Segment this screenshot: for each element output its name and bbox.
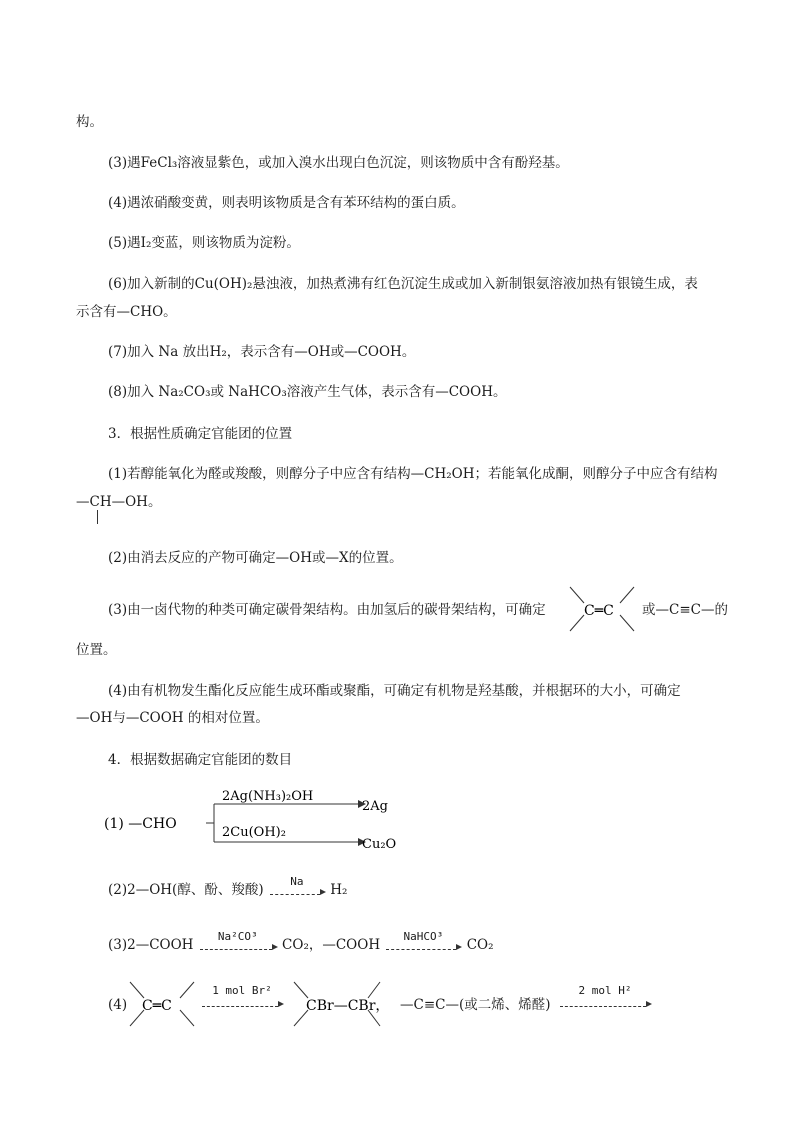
s3-item-1-line1: (1)若醇能氧化为醛或羧酸，则醇分子中应含有结构—CH₂OH；若能氧化成酮，则醇分子中应含有结构 (108, 466, 718, 482)
dashed-reaction-arrow (200, 984, 284, 1013)
lower-reagent: 2Cu(OH)₂ (222, 825, 286, 840)
s4-item-2-prefix: (2)2—OH(醇、酚、羧酸) (108, 882, 264, 898)
dashed-reaction-arrow (384, 929, 462, 956)
s4-item-3-product-2: CO₂ (466, 937, 494, 953)
alkene-cc-label: C═C (142, 998, 172, 1014)
lower-product: Cu₂O (362, 837, 397, 852)
alkene-structure-diagram (128, 980, 198, 1028)
item-3-text: (3)遇FeCl₃溶液显紫色，或加入溴水出现白色沉淀，则该物质中含有酚羟基。 (108, 155, 569, 171)
s4-item-3-row (108, 929, 494, 956)
upper-product: 2Ag (362, 799, 388, 814)
item-5-text: (5)遇I₂变蓝，则该物质为淀粉。 (108, 235, 300, 251)
s3-item-4-line1: (4)由有机物发生酯化反应能生成环酯或聚酯，可确定有机物是羟基酸，并根据环的大小，可确定 (108, 683, 681, 699)
dashed-reaction-arrow (198, 929, 278, 956)
structure-bond-line (97, 510, 98, 524)
item-8-text: (8)加入 Na₂CO₃或 NaHCO₃溶液产生气体，表示含有—COOH。 (108, 384, 507, 400)
s4-item-2-product: H₂ (330, 882, 348, 898)
upper-reagent: 2Ag(NH₃)₂OH (222, 789, 314, 804)
arrow-label-na2co3: Na²CO³ (217, 929, 258, 943)
s3-item-2-text: (2)由消去反应的产物可确定—OH或—X的位置。 (108, 550, 403, 566)
s3-item-3-line2: 位置。 (76, 642, 117, 658)
item-6-line2: 示含有—CHO。 (76, 304, 177, 320)
alkene-cc-label: C═C (584, 603, 614, 619)
dibromo-label: CBr—CBr， (306, 998, 390, 1014)
dashed-reaction-arrow (268, 874, 326, 901)
arrow-label-h2: 2 mol H² (578, 984, 632, 997)
s4-item-2-row (108, 874, 348, 901)
arrow-label-na: Na (290, 874, 304, 888)
item-7-text: (7)加入 Na 放出H₂，表示含有—OH或—COOH。 (108, 344, 416, 360)
s4-item-4-alkyne: —C≡C—(或二烯、烯醛) (400, 997, 551, 1013)
arrow-label-nahco3: NaHCO³ (403, 929, 444, 943)
s3-item-3-text-b: 或—C≡C—的 (642, 602, 728, 618)
s3-item-3-text-a: (3)由一卤代物的种类可确定碳骨架结构。由加氢后的碳骨架结构，可确定 (108, 602, 546, 618)
aldehyde-reaction-diagram (100, 786, 420, 856)
intro-end-text: 构。 (76, 114, 103, 130)
dibromo-structure-diagram (292, 980, 398, 1028)
alkene-structure-diagram (566, 585, 638, 633)
s3-item-4-line2: —OH与—COOH 的相对位置。 (76, 710, 269, 726)
aldehyde-prefix: (1) —CHO (104, 816, 177, 832)
item-4-text: (4)遇浓硝酸变黄，则表明该物质是含有苯环结构的蛋白质。 (108, 195, 465, 211)
s4-item-3-prefix: (3)2—COOH (108, 937, 194, 953)
arrow-label-br2: 1 mol Br² (212, 984, 272, 997)
dashed-reaction-arrow (558, 984, 652, 1013)
section-3-title: 3．根据性质确定官能团的位置 (108, 426, 293, 442)
section-4-title: 4．根据数据确定官能团的数目 (108, 752, 293, 768)
s4-item-3-product-1: CO₂，—COOH (282, 937, 381, 953)
s3-item-1-structure: —CH—OH。 (76, 494, 162, 510)
s4-item-4-prefix: (4) (108, 997, 128, 1013)
item-6-line1: (6)加入新制的Cu(OH)₂悬浊液，加热煮沸有红色沉淀生成或加入新制银氨溶液加热有银镜生成，表 (108, 276, 698, 292)
